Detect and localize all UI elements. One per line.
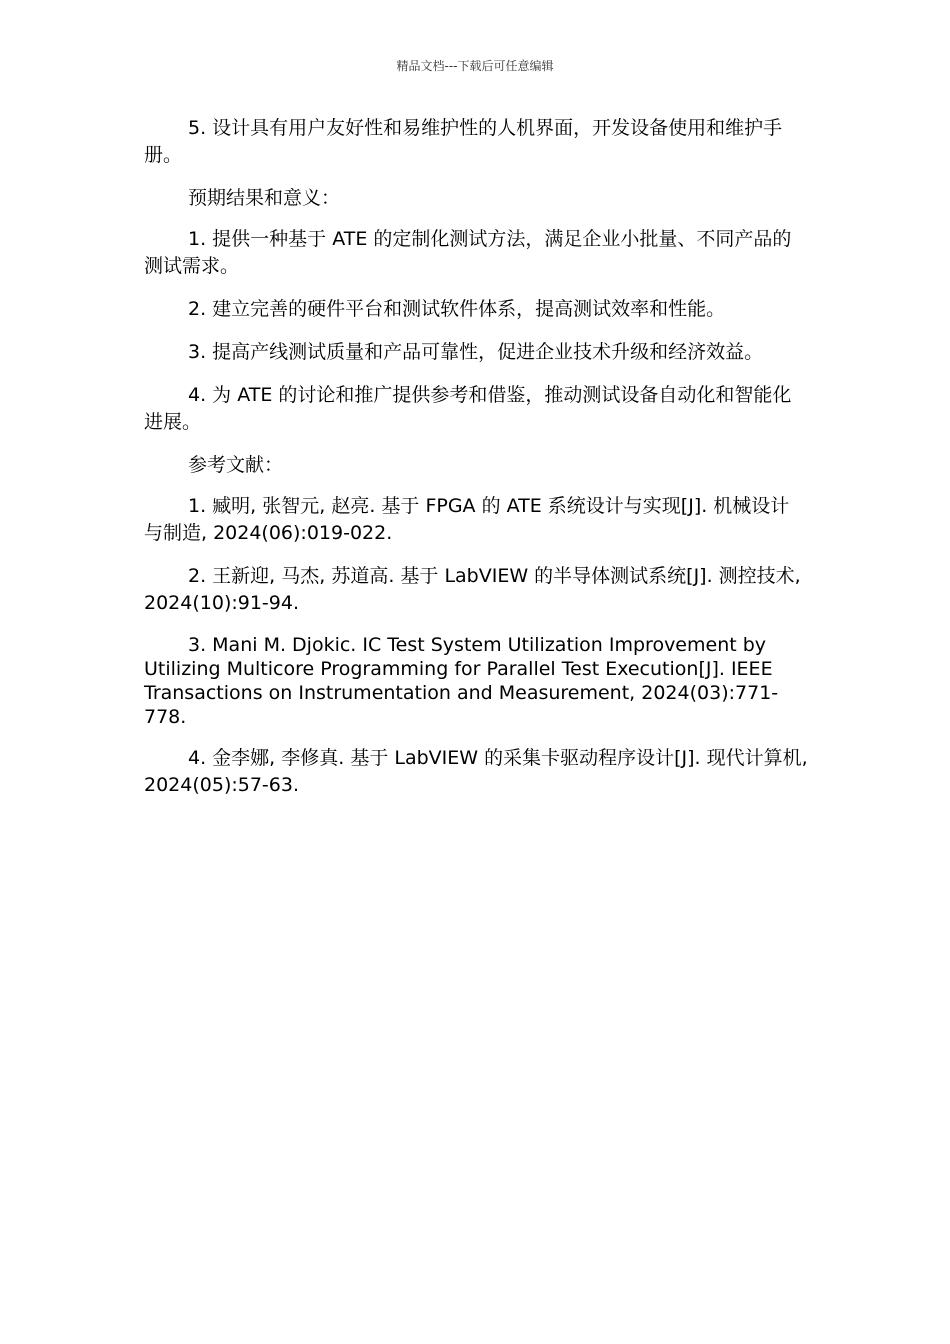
result-item-1: 1. 提供一种基于 ATE 的定制化测试方法，满足企业小批量、不同产品的测试需求。 xyxy=(144,228,792,277)
reference-item-2: 2. 王新迎, 马杰, 苏道高. 基于 LabVIEW 的半导体测试系统[J]. 测控技术, 2024(10):91-94. xyxy=(144,565,801,614)
references-heading: 参考文献： xyxy=(188,454,284,476)
reference-item-3: 3. Mani M. Djokic. IC Test System Utilization Improvement by Utilizing Multicore Programming for Parallel Test Execution[J]. IEEE Transactions on Instrumentation and Measurement, 2024(03):771-778. xyxy=(144,634,779,728)
document-body xyxy=(144,115,808,815)
result-item-3: 3. 提高产线测试质量和产品可靠性，促进企业技术升级和经济效益。 xyxy=(188,341,764,363)
result-item-2: 2. 建立完善的硬件平台和测试软件体系，提高测试效率和性能。 xyxy=(188,298,726,320)
page-header: 精品文档---下载后可任意编辑 xyxy=(396,59,554,73)
result-item-4: 4. 为 ATE 的讨论和推广提供参考和借鉴，推动测试设备自动化和智能化进展。 xyxy=(144,384,792,433)
goal-item-5: 5. 设计具有用户友好性和易维护性的人机界面，开发设备使用和维护手册。 xyxy=(144,117,783,166)
reference-item-4: 4. 金李娜, 李修真. 基于 LabVIEW 的采集卡驱动程序设计[J]. 现代计算机, 2024(05):57-63. xyxy=(144,747,808,796)
reference-item-1: 1. 臧明, 张智元, 赵亮. 基于 FPGA 的 ATE 系统设计与实现[J]. 机械设计与制造, 2024(06):019-022. xyxy=(144,495,790,544)
expected-results-heading: 预期结果和意义： xyxy=(188,187,341,209)
